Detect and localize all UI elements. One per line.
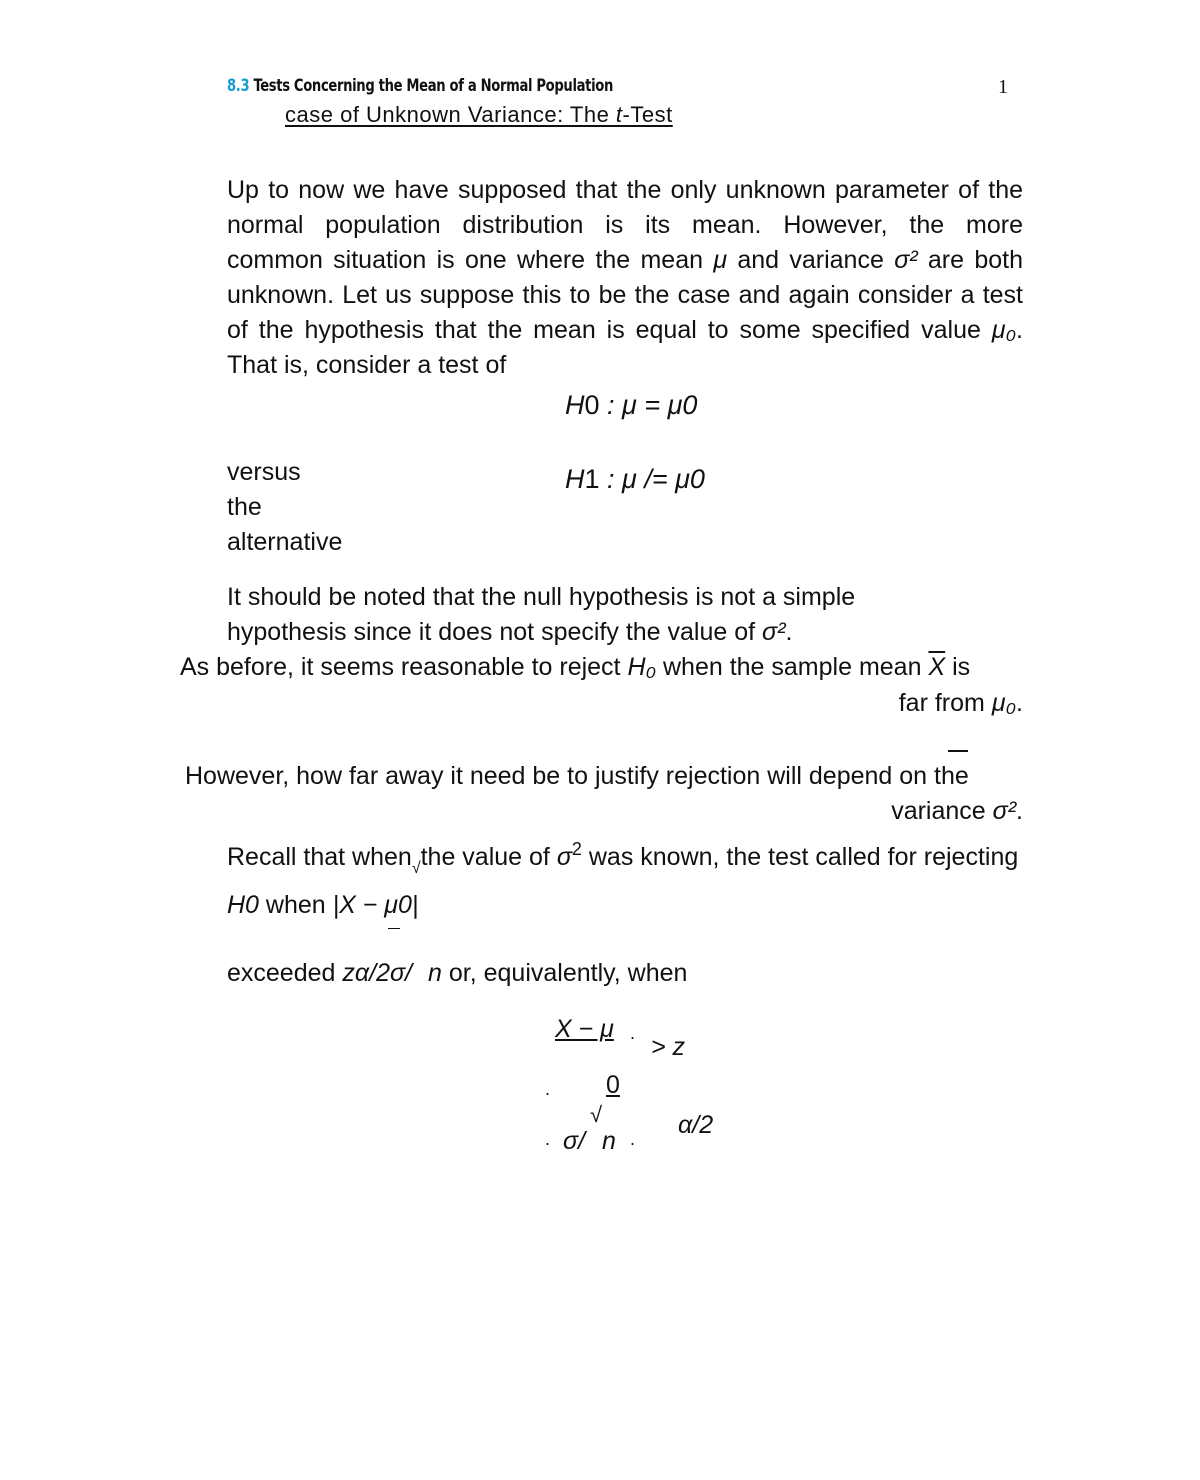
side-label-versus: versus [227, 458, 301, 486]
formula-gt-z: > z [651, 1033, 686, 1061]
formula-left-dot-1: . [545, 1079, 551, 1099]
para4-line2: variance σ². [891, 797, 1023, 825]
xbar-mark [388, 928, 400, 929]
formula-n: n [602, 1127, 616, 1155]
para6-line1: exceeded zα/2σ/ n or, equivalently, when [227, 959, 688, 987]
para5-line2: H0 when |X − μ0| [227, 891, 419, 919]
section-number: 8.3 [227, 76, 250, 96]
page-number: 1 [998, 76, 1008, 98]
formula-alpha: α/2 [678, 1111, 714, 1139]
para1-line4: unknown. Let us suppose this to be the case and again consider a test [227, 281, 1023, 309]
alternative-hypothesis: H1 : μ /= μ0 [565, 464, 705, 494]
para1-line6: That is, consider a test of [227, 351, 507, 379]
para4-line1: However, how far away it need be to justify rejection will depend on the [185, 762, 969, 790]
para2-line1: It should be noted that the null hypothesis is not a simple [227, 583, 856, 611]
formula-sigma: σ/ [563, 1127, 586, 1155]
formula-numerator: X − μ [555, 1015, 614, 1043]
para2-line2: hypothesis since it does not specify the value of σ². [227, 618, 793, 646]
formula-numerator-dot: . [630, 1023, 636, 1043]
section-title: Tests Concerning the Mean of a Normal Population [253, 76, 613, 96]
null-hypothesis: H0 : μ = μ0 [565, 390, 698, 420]
para1-line2: normal population distribution is its mean. However, the more [227, 211, 1023, 239]
formula-right-dot: . [630, 1129, 636, 1149]
side-label-the: the [227, 493, 262, 521]
para3-line1: As before, it seems reasonable to reject H₀ when the sample mean $\overline{X}$ is [180, 653, 971, 681]
running-header [227, 76, 613, 96]
para1-line3: common situation is one where the mean μ and variance σ² are both [227, 246, 1024, 274]
subsection-title: case of Unknown Variance: The t-Test [285, 102, 673, 127]
formula-left-dot-2: . [545, 1129, 551, 1149]
para3-line2: far from μ₀. [898, 689, 1023, 717]
para5-line1: Recall that when$_√$the value of $\sigma^2$ was known, the test called for rejecting [227, 839, 1019, 877]
formula-zero: 0 [606, 1071, 620, 1099]
para1-line1: Up to now we have supposed that the only unknown parameter of the [227, 176, 1023, 204]
formula-sqrt: √ [590, 1102, 603, 1127]
side-label-alternative: alternative [227, 528, 343, 556]
overline-mark [948, 750, 968, 752]
para1-line5: of the hypothesis that the mean is equal to some specified value μ₀. [227, 316, 1023, 344]
